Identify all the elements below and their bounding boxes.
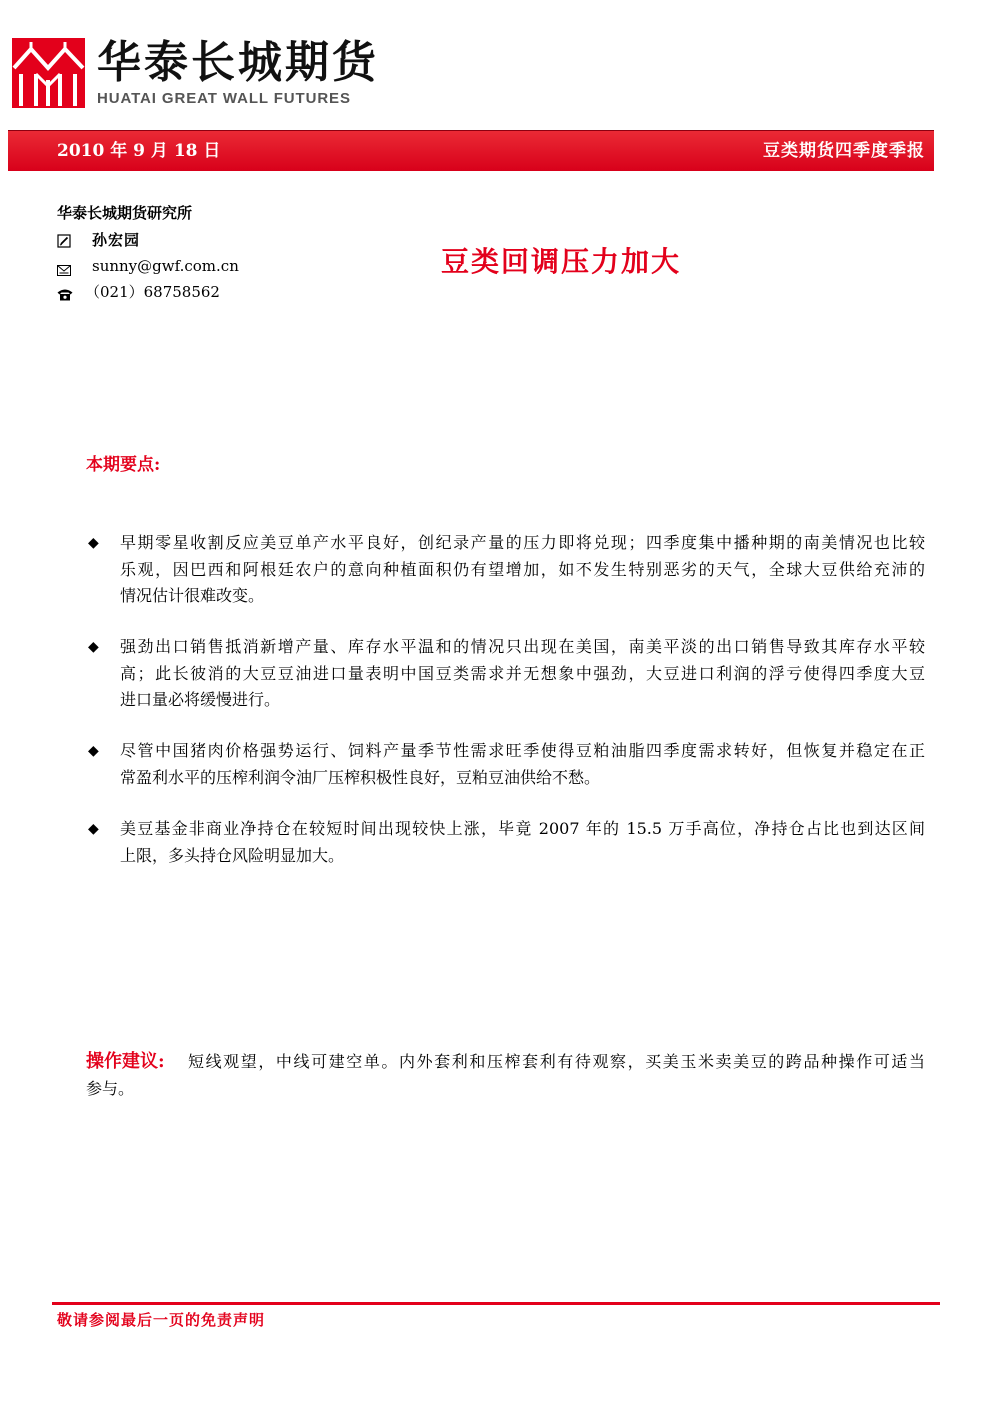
highlight-line: 美豆基金非商业净持仓在较短时间出现较快上涨，毕竟 2007 年的 15.5 万手高位，净持仓占比也到达区间 — [120, 819, 925, 838]
highlight-line: 强劲出口销售抵消新增产量、库存水平温和的情况只出现在美国，南美平淡的出口销售导致其库存水平较 — [120, 637, 925, 656]
highlight-item — [88, 634, 925, 714]
report-type: 豆类期货四季度季报 — [763, 141, 925, 161]
diamond-bullet-icon: ◆ — [88, 743, 99, 759]
logo-company-name-cn: 华泰长城期货 — [97, 37, 379, 88]
highlight-item — [88, 530, 925, 610]
report-title: 豆类回调压力加大 — [441, 245, 682, 278]
highlight-text — [120, 738, 925, 791]
advice-heading: 操作建议: — [86, 1051, 165, 1072]
highlight-line: 高；此长彼消的大豆豆油进口量表明中国豆类需求并无想象中强劲，大豆进口利润的浮亏使得四季度大豆 — [120, 663, 925, 683]
diamond-bullet-icon: ◆ — [88, 535, 99, 551]
report-date: 2010 年 9 月 18 日 — [57, 141, 221, 161]
highlight-item — [88, 738, 925, 791]
author-phone: （021）68758562 — [85, 283, 220, 301]
highlight-line: 乐观，因巴西和阿根廷农户的意向种植面积仍有望增加，如不发生特别恶劣的天气，全球大豆供给充沛的 — [120, 559, 925, 579]
highlight-line: 早期零星收割反应美豆单产水平良好，创纪录产量的压力即将兑现；四季度集中播种期的南美情况也比较 — [120, 533, 925, 552]
header-bar — [8, 130, 934, 171]
disclaimer-notice: 敬请参阅最后一页的免责声明 — [57, 1311, 266, 1329]
highlight-item — [88, 816, 925, 869]
logo-company-name-en: HUATAI GREAT WALL FUTURES — [97, 90, 351, 107]
highlight-text — [120, 530, 925, 610]
highlight-text — [120, 816, 925, 869]
phone-icon — [57, 286, 73, 305]
huatai-logo-icon — [12, 38, 85, 108]
highlights-heading: 本期要点: — [86, 455, 161, 475]
highlight-line: 尽管中国猪肉价格强势运行、饲料产量季节性需求旺季使得豆粕油脂四季度需求转好，但恢复并稳定在正 — [120, 741, 925, 760]
diamond-bullet-icon: ◆ — [88, 821, 99, 837]
author-name: 孙宏园 — [92, 231, 141, 249]
research-institute: 华泰长城期货研究所 — [57, 204, 193, 222]
mail-icon — [57, 261, 71, 280]
highlight-line: 情况估计很难改变。 — [120, 586, 265, 605]
trading-advice — [86, 1049, 925, 1102]
diamond-bullet-icon: ◆ — [88, 639, 99, 655]
highlight-text — [120, 634, 925, 714]
highlight-line: 上限，多头持仓风险明显加大。 — [120, 845, 345, 865]
advice-first-line — [86, 1049, 925, 1076]
advice-line: 短线观望，中线可建空单。内外套利和压榨套利有待观察，买美玉米卖美豆的跨品种操作可适当 — [188, 1052, 925, 1071]
footer-divider — [52, 1302, 940, 1305]
pen-icon — [57, 233, 71, 252]
author-email: sunny@gwf.com.cn — [92, 257, 239, 275]
highlight-line: 进口量必将缓慢进行。 — [120, 690, 281, 709]
highlight-line: 常盈利水平的压榨利润令油厂压榨积极性良好，豆粕豆油供给不愁。 — [120, 767, 601, 787]
advice-line: 参与。 — [86, 1078, 135, 1098]
